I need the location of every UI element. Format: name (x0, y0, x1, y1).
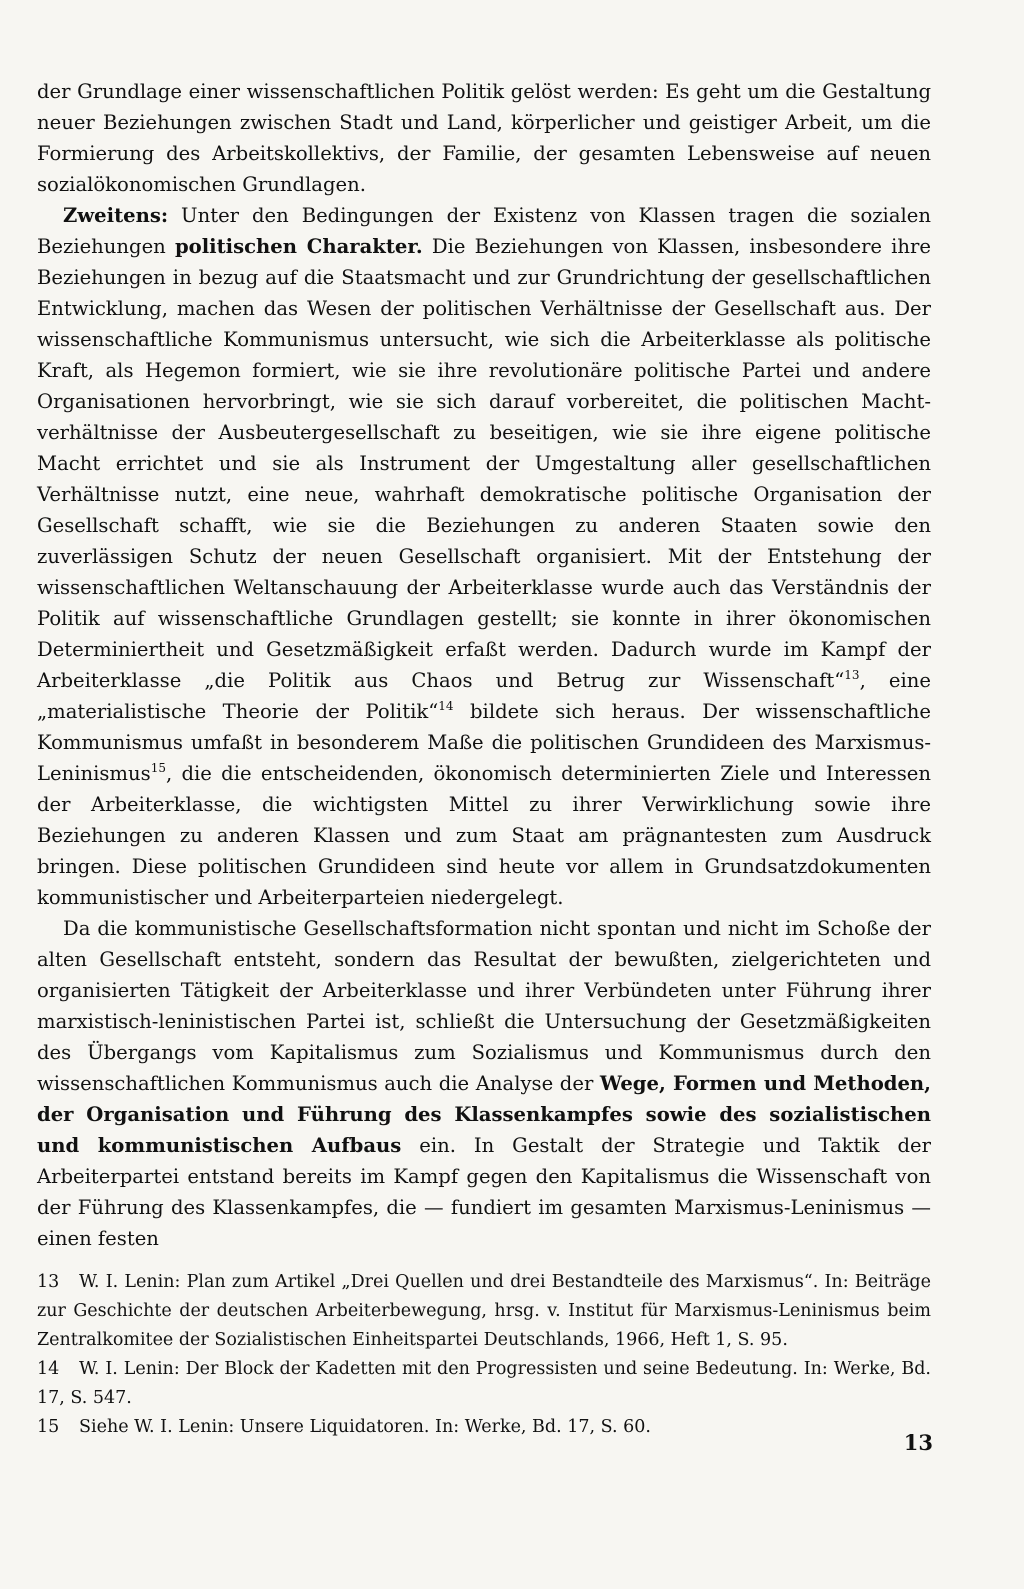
footnote (37, 1355, 931, 1413)
footnote-number: 15 (37, 1417, 60, 1437)
text-run: bildete sich heraus. Der wissenschaftliche Kommunismus umfaßt in besonderem Maße die politischen Grundideen des Marxismus-Leninismus (37, 700, 931, 785)
text-run: Da die kommunistische Gesellschaftsformation nicht spontan und nicht im Schoße der alten Gesellschaft entsteht, sondern das Resultat der bewußten, zielgerichteten und organisierten Tätigkeit der Arbeiterklasse und ihrer Verbündeten unter Führung ihrer marxistisch-leninistischen Partei ist, schließt die Untersuchung der Gesetzmäßigkeiten des Übergangs vom Kapitalismus zum Sozialismus und Kommunismus durch den wissenschaftlichen Kommunismus auch die Analyse der (37, 917, 931, 1095)
footnote-text: W. I. Lenin: Plan zum Artikel „Drei Quellen und drei Bestandteile des Marxismus“. In: Beiträge zur Geschichte der deutschen Arbeiterbewegung, hrsg. v. Institut für Marxismus-Leninismus beim Zentralkomitee der Sozialistischen Einheitspartei Deutschlands, 1966, Heft 1, S. 95. (37, 1272, 931, 1350)
emphasis-text: Zweitens: (63, 204, 169, 227)
text-run: Die Beziehungen von Klassen, insbesondere ihre Beziehungen in bezug auf die Staatsmacht und zur Grundrichtung der gesellschaftlichen Entwicklung, machen das Wesen der politischen Verhältnisse der Gesellschaft aus. Der wissenschaftliche Kommunismus untersucht, wie sich die Arbeiterklasse als politische Kraft, als Hegemon formiert, wie sie ihre revolutionäre politische Partei und andere Organisationen hervorbringt, wie sie sich darauf vorbereitet, die politischen Machtverhältnisse der Ausbeutergesellschaft zu beseitigen, wie sie ihre eigene politische Macht errichtet und sie als Instrument der Umgestaltung aller gesellschaftlichen Verhältnisse nutzt, eine neue, wahrhaft demokratische politische Organisation der Gesellschaft schafft, wie sie die Beziehungen zu anderen Staaten sowie den zuverlässigen Schutz der neuen Gesellschaft organisiert. Mit der Entstehung der wissenschaftlichen Weltanschauung der Arbeiterklasse wurde auch das Verständnis der Politik auf wissenschaftliche Grundlagen gestellt; sie konnte in ihrer ökonomischen Determiniertheit und Gesetzmäßigkeit erfaßt werden. Dadurch wurde im Kampf der Arbeiterklasse „die Politik aus Chaos und Betrug zur Wissenschaft“ (37, 235, 932, 692)
footnotes (37, 1268, 931, 1442)
page-number: 13 (903, 1430, 933, 1455)
footnote-ref: 13 (844, 668, 860, 682)
text-run: , eine „materialistische Theorie der Politik“ (37, 669, 931, 723)
footnote (37, 1413, 931, 1442)
footnote-number: 13 (37, 1272, 60, 1292)
text-run: Unter den Bedingungen der Existenz von Klassen tragen die sozialen Beziehungen (37, 204, 931, 258)
footnote-text: Siehe W. I. Lenin: Unsere Liquidatoren. In: Werke, Bd. 17, S. 60. (79, 1417, 651, 1437)
text-run: , die die entscheidenden, ökonomisch determinierten Ziele und Interessen der Arbeiterklasse, die wichtigsten Mittel zu ihrer Verwirklichung sowie ihre Beziehungen zu anderen Klassen und zum Staat am prägnantesten zum Ausdruck bringen. Diese politischen Grundideen sind heute vor allem in Grundsatzdokumenten kommunistischer und Arbeiterparteien niedergelegt. (37, 762, 931, 909)
paragraph (37, 76, 931, 200)
page-content (37, 76, 931, 1442)
footnote (37, 1268, 931, 1355)
emphasis-text: Wege, Formen und Methoden, der Organisation und Führung des Klassenkampfes sowie des sozialistischen und kommunistischen Aufbaus (37, 1072, 931, 1157)
footnote-text: W. I. Lenin: Der Block der Kadetten mit den Progressisten und seine Bedeutung. In: Werke, Bd. 17, S. 547. (37, 1359, 931, 1408)
footnote-ref: 15 (150, 761, 166, 775)
body-text (37, 76, 931, 1254)
paragraph (37, 913, 931, 1254)
emphasis-text: politischen Charakter. (174, 235, 423, 258)
footnote-ref: 14 (438, 699, 454, 713)
footnote-number: 14 (37, 1359, 60, 1379)
text-run: der Grundlage einer wissenschaftlichen Politik gelöst werden: Es geht um die Gestaltung neuer Beziehungen zwischen Stadt und Land, körperlicher und geistiger Arbeit, um die Formierung des Arbeitskollektivs, der Familie, der gesamten Lebensweise auf neuen sozialökonomischen Grundlagen. (37, 80, 931, 196)
text-run: ein. In Gestalt der Strategie und Taktik der Arbeiterpartei entstand bereits im Kampf gegen den Kapitalismus die Wissenschaft von der Führung des Klassenkampfes, die — fundiert im gesamten Marxismus-Leninismus — einen festen (37, 1134, 931, 1250)
paragraph (37, 200, 931, 913)
